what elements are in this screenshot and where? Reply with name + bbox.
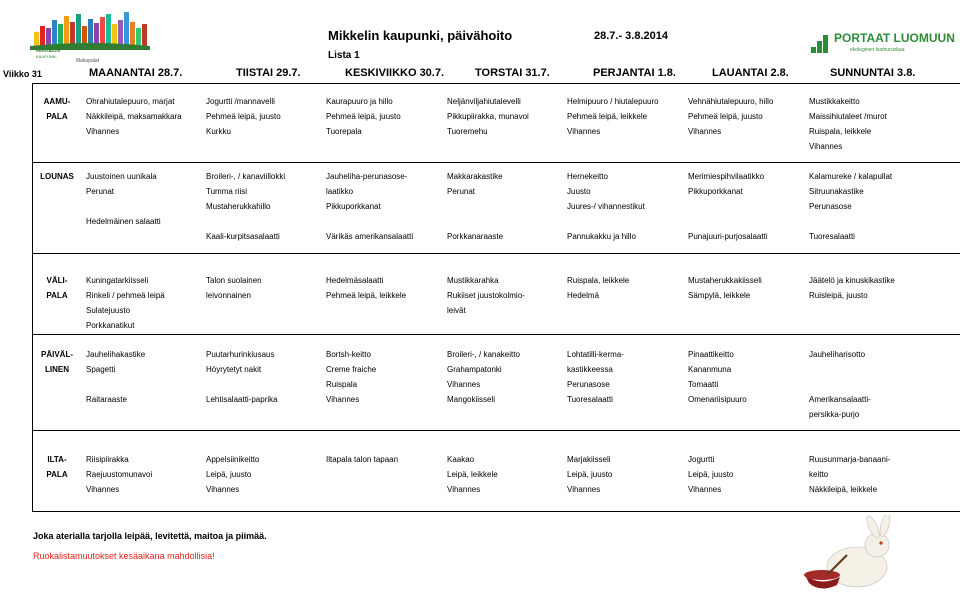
day-header-saturday: LAUANTAI 2.8. [712, 67, 789, 79]
luomu-logo-text: PORTAAT LUOMUUN [834, 31, 955, 45]
page-title: Mikkelin kaupunki, päivähoito [328, 28, 513, 43]
meal-cell: Ohrahiutalepuuro, marjat Näkkileipä, maksamakkara Vihannes [86, 97, 182, 136]
row-divider [32, 334, 960, 335]
row-divider [32, 162, 960, 163]
meal-label-afternoon: PÄIVÄL- LINEN [41, 350, 73, 374]
meal-cell: Vehnähiutalepuuro, hillo Pehmeä leipä, juusto Vihannes [688, 97, 774, 136]
logo-line-1: MIKKELIN [36, 48, 61, 54]
day-header-tuesday: TIISTAI 29.7. [236, 67, 301, 79]
logo-line-3: Makupalat [76, 58, 100, 64]
meal-label-evening: ILTA- PALA [46, 455, 68, 479]
meal-label-lunch: LOUNAS [40, 172, 74, 181]
meal-cell: Puutarhurinkiusaus Höyrytetyt nakit Lehtisalaatti-paprika [206, 350, 278, 404]
meal-cell: Kalamureke / kalapullat Sitruunakastike Perunasose Tuoresalaatti [809, 172, 893, 241]
meal-label-breakfast: AAMU- PALA [43, 97, 71, 121]
meal-cell: Iltapala talon tapaan [326, 455, 399, 464]
meal-cell: Juustoinen uunikala Perunat Hedelmäinen salaatti [86, 172, 161, 226]
meal-cell: Ruusunmarja-banaani- keitto Näkkileipä, leikkele [809, 455, 891, 494]
rabbit-icon [795, 515, 905, 595]
meal-cell: Jogurtti /mannavelli Pehmeä leipä, juusto Kurkku [206, 97, 281, 136]
meal-cell: Jauhelihakastike Spagetti Raitaraaste [86, 350, 146, 404]
bread-note: Joka aterialla tarjolla leipää, levitettä, maitoa ja piimää. [33, 531, 267, 541]
day-header-wednesday: KESKIVIIKKO 30.7. [345, 67, 445, 79]
meal-cell: Broileri-, / kanakeitto Grahampatonki Vihannes Mangokiisseli [447, 350, 520, 404]
meal-cell: Bortsh-keitto Creme fraiche Ruispala Vihannes [326, 350, 377, 404]
meal-cell: Hernekeitto Juusto Juures-/ vihannestikut Pannukakku ja hillo [567, 172, 645, 241]
city-logo [30, 10, 178, 64]
meal-cell: Hedelmäsalaatti Pehmeä leipä, leikkele [326, 276, 407, 300]
day-header-thursday: TORSTAI 31.7. [475, 67, 550, 79]
week-label: Viikko 31 [3, 69, 42, 79]
meal-cell: Kaakao Leipä, leikkele Vihannes [447, 455, 498, 494]
meal-cell: Jogurtti Leipä, juusto Vihannes [688, 455, 734, 494]
meal-cell: Riisipiirakka Raejuustomunavoi Vihannes [86, 455, 153, 494]
meal-cell: Ruispala, leikkele Hedelmä [567, 276, 630, 300]
date-range: 28.7.- 3.8.2014 [594, 30, 669, 42]
logo-line-2: KAUPUNKI [36, 54, 57, 59]
meal-cell: Jäätelö ja kinuskikastike Ruisleipä, juusto [809, 276, 895, 300]
meal-cell: Marjakiisseli Leipä, juusto Vihannes [567, 455, 613, 494]
meal-cell: Merimiespihvilaatikko Pikkuporkkanat Punajuuri-purjosalaatti [688, 172, 768, 241]
meal-cell: Jauheliharisotto Amerikansalaatti- persikka-purjo [809, 350, 871, 419]
stairs-icon [810, 31, 832, 55]
changes-note: Ruokalistamuutokset kesäaikana mahdollisia! [33, 551, 215, 561]
meal-cell: Neljänviljahiutalevelli Pikkupiirakka, munavoi Tuoremehu [447, 97, 529, 136]
meal-cell: Makkarakastike Perunat Porkkanaraaste [447, 172, 504, 241]
rabbit-illustration [795, 515, 905, 595]
luomu-logo [810, 29, 955, 57]
day-header-sunday: SUNNUNTAI 3.8. [830, 67, 916, 79]
meal-cell: Kuningatarkiisseli Rinkeli / pehmeä leipä Sulatejuusto Porkkanatikut [86, 276, 165, 330]
meal-cell: Pinaattikeitto Kananmuna Tomaatti Omenariisipuuro [688, 350, 747, 404]
meal-cell: Helmipuuro / hiutalepuuro Pehmeä leipä, leikkele Vihannes [567, 97, 659, 136]
meal-cell: Mustikkakeitto Maissihiutaleet /murot Ruispala, leikkele Vihannes [809, 97, 887, 151]
list-label: Lista 1 [328, 50, 360, 61]
meal-cell: Jauheliha-perunasose- laatikko Pikkuporkkanat Värikäs amerikansalaatti [326, 172, 414, 241]
meal-cell: Mustaherukkakiisseli Sämpylä, leikkele [688, 276, 762, 300]
meal-cell: Broileri-, / kanaviillokki Tumma riisi Mustaherukkahillo Kaali-kurpitsasalaatti [206, 172, 286, 241]
meal-label-snack: VÄLI- PALA [46, 276, 68, 300]
day-header-friday: PERJANTAI 1.8. [593, 67, 676, 79]
meal-cell: Kaurapuuro ja hillo Pehmeä leipä, juusto Tuorepala [326, 97, 401, 136]
meal-cell: Mustikkarahka Rukiiset juustokolmio- leivät [447, 276, 525, 315]
row-divider [32, 253, 960, 254]
luomu-logo-subtext: ekologinen luomuruokaa [850, 47, 905, 53]
meal-cell: Lohtatilli-kerma- kastikkeessa Perunasose Tuoresalaatti [567, 350, 624, 404]
meal-cell: Talon suolainen leivonnainen [206, 276, 262, 300]
meal-cell: Appelsiinikeitto Leipä, juusto Vihannes [206, 455, 260, 494]
row-divider [32, 430, 960, 431]
day-header-monday: MAANANTAI 28.7. [89, 67, 183, 79]
